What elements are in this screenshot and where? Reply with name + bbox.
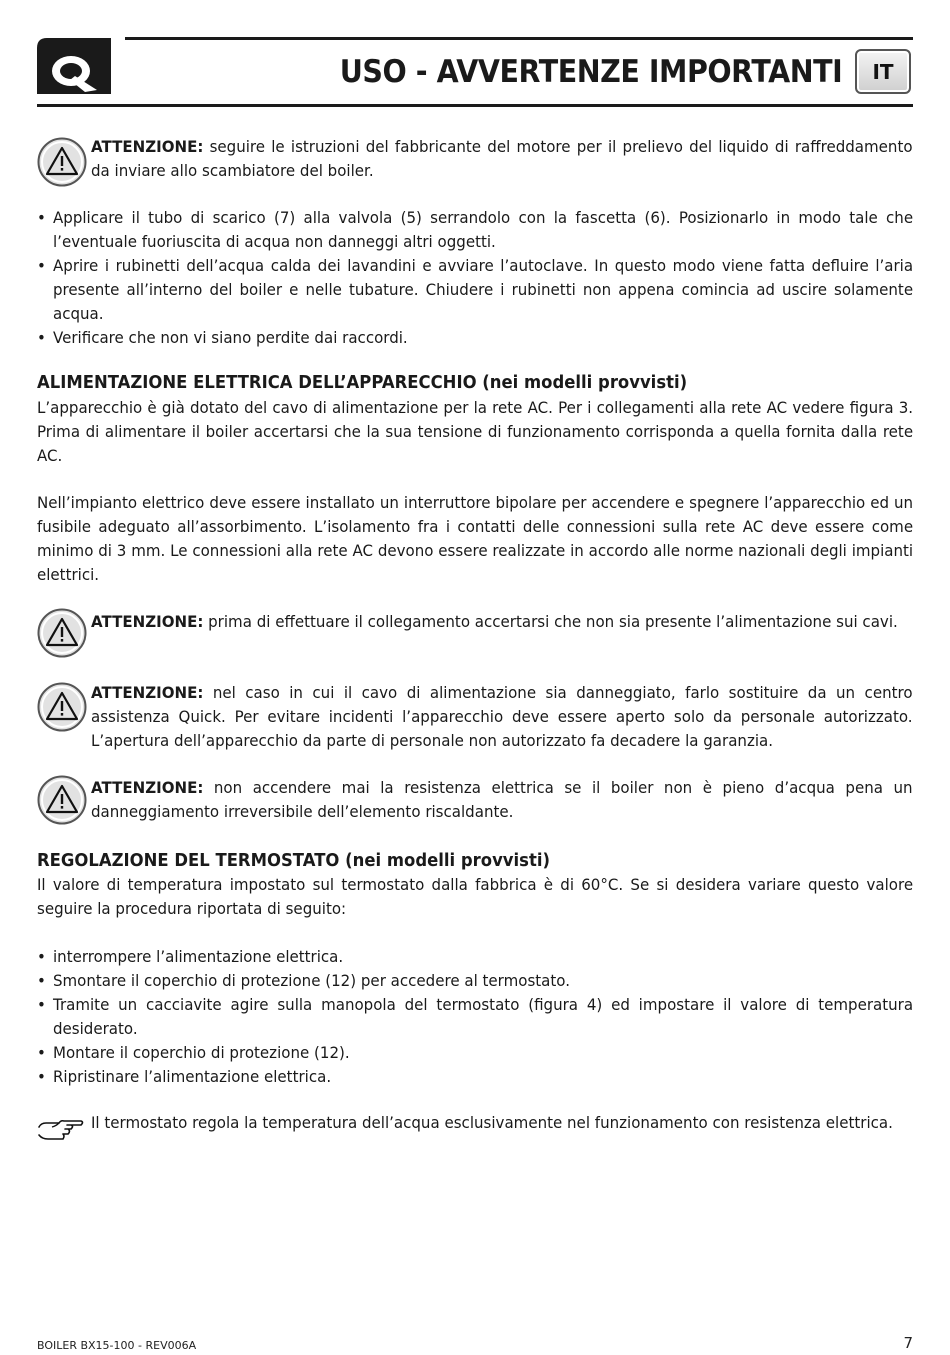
header-rule-bottom [37,104,913,107]
warning-label: ATTENZIONE: [91,778,204,797]
warning-icon [37,608,87,658]
warning-body: non accendere mai la resistenza elettrica se il boiler non è pieno d’acqua pena un danneggiamento irreversibile dell’elemento riscaldante. [91,778,913,821]
list-item: • interrompere l’alimentazione elettrica. [37,945,913,969]
list-item: • Aprire i rubinetti dell’acqua calda dei lavandini e avviare l’autoclave. In questo modo viene fatta defluire l’aria presente all’interno del boiler e nelle tubature. Chiudere i rubinetti non appena comincia ad uscire solamente acqua. [37,254,913,326]
warning-text [91,610,913,634]
header-rule-top [125,37,913,40]
warning-body: prima di effettuare il collegamento accertarsi che non sia presente l’alimentazione sui cavi. [203,612,898,631]
pointing-hand-icon [37,1117,85,1145]
warning-label: ATTENZIONE: [91,137,204,156]
list-item: • Ripristinare l’alimentazione elettrica. [37,1065,913,1089]
paragraph: Il valore di temperatura impostato sul termostato dalla fabbrica è di 60°C. Se si desidera variare questo valore seguire la procedura riportata di seguito: [37,875,914,918]
section-heading-thermostat: REGOLAZIONE DEL TERMOSTATO (nei modelli provvisti) [37,851,550,871]
warning-icon [37,775,87,825]
list-item: • Montare il coperchio di protezione (12). [37,1041,913,1065]
warning-body: nel caso in cui il cavo di alimentazione sia danneggiato, farlo sostituire da un centro assistenza Quick. Per evitare incidenti l’apparecchio deve essere aperto solo da personale autorizzato. L’apertura dell’apparecchio da parte di personale non autorizzato fa decadere la garanzia. [91,683,913,750]
list-item: • Smontare il coperchio di protezione (12) per accedere al termostato. [37,969,913,993]
quick-logo [37,38,111,94]
paragraph: L’apparecchio è già dotato del cavo di alimentazione per la rete AC. Per i collegamenti alla rete AC vedere figura 3. Prima di alimentare il boiler accertarsi che la sua tensione di funzionamento corrisponda a quella fornita dalla rete AC. [37,398,914,465]
thermostat-note: Il termostato regola la temperatura dell’acqua esclusivamente nel funzionamento con resistenza elettrica. [91,1113,893,1132]
warning-text [91,776,913,824]
document-code: BOILER BX15-100 - REV006A [37,1339,197,1352]
warning-text [91,135,913,183]
thermostat-steps [37,945,913,1089]
language-badge: IT [855,49,911,94]
list-item: • Applicare il tubo di scarico (7) alla valvola (5) serrandolo con la fascetta (6). Posizionarlo in modo tale che l’eventuale fuoriuscita di acqua non danneggi altri oggetti. [37,206,913,254]
warning-label: ATTENZIONE: [91,612,204,631]
page-number: 7 [903,1334,913,1352]
warning-body: seguire le istruzioni del fabbricante del motore per il prelievo del liquido di raffreddamento da inviare allo scambiatore del boiler. [91,137,913,180]
section-heading-power: ALIMENTAZIONE ELETTRICA DELL’APPARECCHIO (nei modelli provvisti) [37,373,688,393]
warning-text [91,681,913,753]
warning-icon [37,137,87,187]
list-item: • Verificare che non vi siano perdite dai raccordi. [37,326,913,350]
list-item: • Tramite un cacciavite agire sulla manopola del termostato (figura 4) ed impostare il valore di temperatura desiderato. [37,993,913,1041]
warning-label: ATTENZIONE: [91,683,204,702]
page-title: USO - AVVERTENZE IMPORTANTI [339,54,842,90]
warning-icon [37,682,87,732]
paragraph: Nell’impianto elettrico deve essere installato un interruttore bipolare per accendere e spegnere l’apparecchio ed un fusibile adeguato all’assorbimento. L’isolamento fra i contatti delle connessioni sulla rete AC deve essere come minimo di 3 mm. Le connessioni alla rete AC devono essere realizzate in accordo alle norme nazionali degli impianti elettrici. [37,493,914,584]
installation-steps [37,206,913,350]
